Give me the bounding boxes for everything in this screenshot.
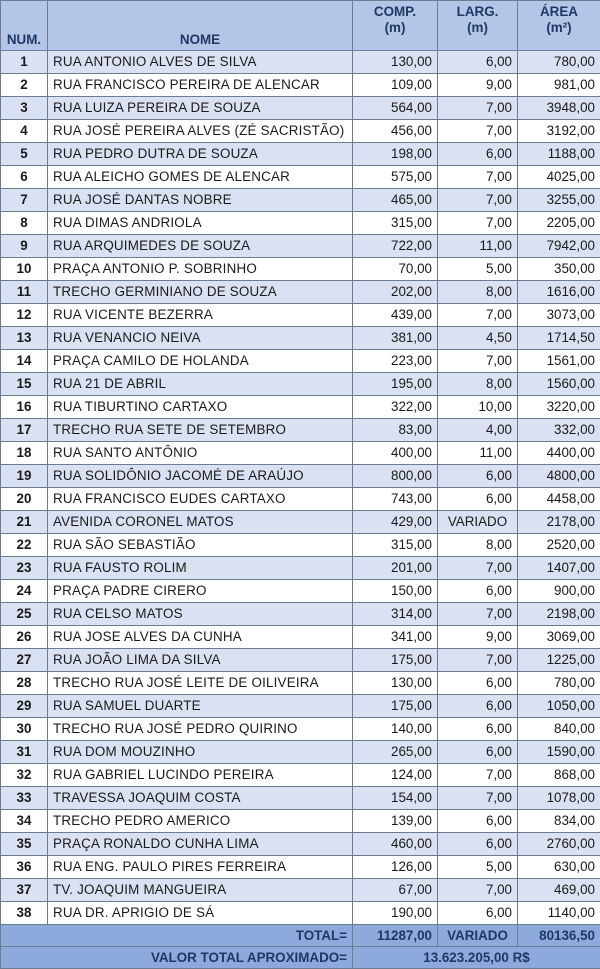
row-comp: 564,00 (353, 97, 438, 120)
table-row (1, 419, 600, 442)
row-nome: RUA VENANCIO NEIVA (48, 327, 353, 350)
row-area: 3069,00 (518, 626, 600, 649)
row-comp: 456,00 (353, 120, 438, 143)
row-nome: RUA 21 DE ABRIL (48, 373, 353, 396)
row-num: 12 (1, 304, 48, 327)
row-num: 17 (1, 419, 48, 442)
row-larg: VARIADO (438, 511, 518, 534)
total-comp: 11287,00 (353, 925, 438, 947)
header-area (518, 1, 600, 51)
row-area: 1225,00 (518, 649, 600, 672)
row-comp: 198,00 (353, 143, 438, 166)
table-row (1, 718, 600, 741)
row-nome: TRECHO RUA JOSÉ LEITE DE OILIVEIRA (48, 672, 353, 695)
table-row (1, 189, 600, 212)
row-area: 2198,00 (518, 603, 600, 626)
row-nome: RUA ALEICHO GOMES DE ALENCAR (48, 166, 353, 189)
row-area: 3192,00 (518, 120, 600, 143)
row-comp: 195,00 (353, 373, 438, 396)
row-larg: 8,00 (438, 373, 518, 396)
total-larg: VARIADO (438, 925, 518, 947)
table-row (1, 212, 600, 235)
row-larg: 6,00 (438, 465, 518, 488)
row-comp: 575,00 (353, 166, 438, 189)
row-larg: 7,00 (438, 212, 518, 235)
row-nome: RUA TIBURTINO CARTAXO (48, 396, 353, 419)
header-comp-unit: (m) (385, 20, 406, 35)
row-larg: 7,00 (438, 787, 518, 810)
header-area-unit: (m²) (546, 20, 571, 35)
row-area: 1140,00 (518, 902, 600, 925)
row-nome: RUA SANTO ANTÔNIO (48, 442, 353, 465)
row-area: 1561,00 (518, 350, 600, 373)
row-nome: PRAÇA CAMILO DE HOLANDA (48, 350, 353, 373)
row-larg: 11,00 (438, 235, 518, 258)
row-larg: 7,00 (438, 166, 518, 189)
row-larg: 9,00 (438, 626, 518, 649)
row-larg: 6,00 (438, 833, 518, 856)
table-row (1, 856, 600, 879)
total-label: TOTAL= (1, 925, 353, 947)
row-comp: 800,00 (353, 465, 438, 488)
row-num: 23 (1, 557, 48, 580)
table-row (1, 672, 600, 695)
row-area: 1616,00 (518, 281, 600, 304)
table-row (1, 879, 600, 902)
row-num: 24 (1, 580, 48, 603)
row-num: 38 (1, 902, 48, 925)
row-nome: TRAVESSA JOAQUIM COSTA (48, 787, 353, 810)
row-num: 18 (1, 442, 48, 465)
row-nome: RUA SÃO SEBASTIÃO (48, 534, 353, 557)
row-area: 630,00 (518, 856, 600, 879)
row-num: 7 (1, 189, 48, 212)
row-comp: 140,00 (353, 718, 438, 741)
header-larg-unit: (m) (467, 20, 488, 35)
row-larg: 7,00 (438, 557, 518, 580)
row-nome: RUA ANTONIO ALVES DE SILVA (48, 51, 353, 74)
row-num: 30 (1, 718, 48, 741)
row-area: 3948,00 (518, 97, 600, 120)
row-num: 21 (1, 511, 48, 534)
table-row (1, 120, 600, 143)
row-num: 37 (1, 879, 48, 902)
row-larg: 6,00 (438, 902, 518, 925)
row-nome: RUA DR. APRIGIO DE SÁ (48, 902, 353, 925)
row-larg: 6,00 (438, 695, 518, 718)
row-nome: RUA GABRIEL LUCINDO PEREIRA (48, 764, 353, 787)
row-area: 868,00 (518, 764, 600, 787)
row-nome: TRECHO RUA SETE DE SETEMBRO (48, 419, 353, 442)
row-area: 4025,00 (518, 166, 600, 189)
row-area: 7942,00 (518, 235, 600, 258)
row-comp: 743,00 (353, 488, 438, 511)
row-larg: 6,00 (438, 51, 518, 74)
row-larg: 11,00 (438, 442, 518, 465)
table-row (1, 649, 600, 672)
row-area: 1590,00 (518, 741, 600, 764)
row-num: 20 (1, 488, 48, 511)
row-larg: 10,00 (438, 396, 518, 419)
row-larg: 7,00 (438, 764, 518, 787)
row-area: 900,00 (518, 580, 600, 603)
table-row (1, 787, 600, 810)
row-num: 33 (1, 787, 48, 810)
row-larg: 4,50 (438, 327, 518, 350)
row-comp: 381,00 (353, 327, 438, 350)
row-larg: 6,00 (438, 580, 518, 603)
table-row (1, 396, 600, 419)
row-nome: RUA FRANCISCO EUDES CARTAXO (48, 488, 353, 511)
row-comp: 175,00 (353, 695, 438, 718)
table-row (1, 51, 600, 74)
row-area: 2178,00 (518, 511, 600, 534)
row-area: 780,00 (518, 51, 600, 74)
header-larg-label: LARG. (457, 4, 499, 19)
table-row (1, 603, 600, 626)
row-comp: 465,00 (353, 189, 438, 212)
row-num: 5 (1, 143, 48, 166)
row-larg: 6,00 (438, 488, 518, 511)
total-row (1, 925, 600, 947)
row-nome: TRECHO GERMINIANO DE SOUZA (48, 281, 353, 304)
row-nome: RUA SOLIDÔNIO JACOMÉ DE ARAÚJO (48, 465, 353, 488)
table-row (1, 764, 600, 787)
table-row (1, 626, 600, 649)
row-larg: 6,00 (438, 718, 518, 741)
row-nome: RUA JOÃO LIMA DA SILVA (48, 649, 353, 672)
row-larg: 6,00 (438, 143, 518, 166)
row-comp: 429,00 (353, 511, 438, 534)
table-row (1, 465, 600, 488)
table-row (1, 166, 600, 189)
table-row (1, 235, 600, 258)
table-row (1, 373, 600, 396)
row-larg: 7,00 (438, 879, 518, 902)
row-nome: TRECHO RUA JOSÉ PEDRO QUIRINO (48, 718, 353, 741)
row-num: 6 (1, 166, 48, 189)
row-area: 1714,50 (518, 327, 600, 350)
row-larg: 7,00 (438, 649, 518, 672)
row-comp: 460,00 (353, 833, 438, 856)
row-nome: RUA SAMUEL DUARTE (48, 695, 353, 718)
table-row (1, 557, 600, 580)
row-area: 1560,00 (518, 373, 600, 396)
row-num: 10 (1, 258, 48, 281)
row-num: 32 (1, 764, 48, 787)
table-row (1, 810, 600, 833)
row-larg: 7,00 (438, 97, 518, 120)
row-num: 3 (1, 97, 48, 120)
row-area: 3220,00 (518, 396, 600, 419)
row-larg: 6,00 (438, 672, 518, 695)
row-comp: 175,00 (353, 649, 438, 672)
header-row (1, 1, 600, 51)
header-area-label: ÁREA (540, 4, 578, 19)
row-nome: PRAÇA RONALDO CUNHA LIMA (48, 833, 353, 856)
row-larg: 7,00 (438, 350, 518, 373)
row-comp: 126,00 (353, 856, 438, 879)
row-num: 19 (1, 465, 48, 488)
row-nome: PRAÇA ANTONIO P. SOBRINHO (48, 258, 353, 281)
row-larg: 5,00 (438, 258, 518, 281)
table-row (1, 281, 600, 304)
table-row (1, 741, 600, 764)
row-num: 9 (1, 235, 48, 258)
table-row (1, 97, 600, 120)
row-comp: 315,00 (353, 212, 438, 235)
row-comp: 400,00 (353, 442, 438, 465)
row-num: 28 (1, 672, 48, 695)
row-comp: 223,00 (353, 350, 438, 373)
row-larg: 4,00 (438, 419, 518, 442)
row-area: 3255,00 (518, 189, 600, 212)
row-comp: 130,00 (353, 51, 438, 74)
row-area: 3073,00 (518, 304, 600, 327)
row-comp: 139,00 (353, 810, 438, 833)
row-comp: 265,00 (353, 741, 438, 764)
row-num: 14 (1, 350, 48, 373)
table-row (1, 534, 600, 557)
header-num: NUM. (1, 1, 48, 51)
row-area: 332,00 (518, 419, 600, 442)
row-nome: RUA LUIZA PEREIRA DE SOUZA (48, 97, 353, 120)
row-num: 1 (1, 51, 48, 74)
row-nome: RUA DIMAS ANDRIOLA (48, 212, 353, 235)
row-larg: 7,00 (438, 120, 518, 143)
row-comp: 154,00 (353, 787, 438, 810)
row-area: 981,00 (518, 74, 600, 97)
row-area: 2760,00 (518, 833, 600, 856)
header-larg (438, 1, 518, 51)
row-area: 469,00 (518, 879, 600, 902)
row-area: 1078,00 (518, 787, 600, 810)
row-comp: 341,00 (353, 626, 438, 649)
row-comp: 190,00 (353, 902, 438, 925)
row-nome: AVENIDA CORONEL MATOS (48, 511, 353, 534)
row-nome: RUA FRANCISCO PEREIRA DE ALENCAR (48, 74, 353, 97)
header-comp-label: COMP. (374, 4, 416, 19)
row-num: 8 (1, 212, 48, 235)
row-comp: 201,00 (353, 557, 438, 580)
table-row (1, 580, 600, 603)
row-num: 4 (1, 120, 48, 143)
row-comp: 130,00 (353, 672, 438, 695)
row-num: 25 (1, 603, 48, 626)
row-area: 4400,00 (518, 442, 600, 465)
table-row (1, 350, 600, 373)
table-row (1, 304, 600, 327)
row-nome: PRAÇA PADRE CIRERO (48, 580, 353, 603)
row-comp: 202,00 (353, 281, 438, 304)
row-num: 13 (1, 327, 48, 350)
table-row (1, 833, 600, 856)
row-area: 2205,00 (518, 212, 600, 235)
row-comp: 314,00 (353, 603, 438, 626)
row-num: 16 (1, 396, 48, 419)
row-comp: 439,00 (353, 304, 438, 327)
row-num: 36 (1, 856, 48, 879)
row-area: 834,00 (518, 810, 600, 833)
row-nome: RUA JOSÉ DANTAS NOBRE (48, 189, 353, 212)
row-comp: 722,00 (353, 235, 438, 258)
row-num: 11 (1, 281, 48, 304)
row-nome: TV. JOAQUIM MANGUEIRA (48, 879, 353, 902)
valor-total-value: 13.623.205,00 R$ (353, 947, 600, 969)
row-nome: RUA JOSÉ PEREIRA ALVES (ZÉ SACRISTÃO) (48, 120, 353, 143)
row-num: 29 (1, 695, 48, 718)
row-comp: 83,00 (353, 419, 438, 442)
row-larg: 9,00 (438, 74, 518, 97)
table-row (1, 442, 600, 465)
row-area: 840,00 (518, 718, 600, 741)
row-larg: 7,00 (438, 603, 518, 626)
row-num: 27 (1, 649, 48, 672)
row-comp: 322,00 (353, 396, 438, 419)
row-larg: 6,00 (438, 810, 518, 833)
row-num: 26 (1, 626, 48, 649)
row-nome: RUA ARQUIMEDES DE SOUZA (48, 235, 353, 258)
valor-total-label: VALOR TOTAL APROXIMADO= (1, 947, 353, 969)
row-nome: RUA VICENTE BEZERRA (48, 304, 353, 327)
table-row (1, 695, 600, 718)
table-row (1, 327, 600, 350)
row-area: 4458,00 (518, 488, 600, 511)
row-area: 780,00 (518, 672, 600, 695)
row-larg: 7,00 (438, 189, 518, 212)
row-nome: TRECHO PEDRO AMERICO (48, 810, 353, 833)
row-nome: RUA JOSE ALVES DA CUNHA (48, 626, 353, 649)
header-nome: NOME (48, 1, 353, 51)
row-nome: RUA DOM MOUZINHO (48, 741, 353, 764)
row-area: 1050,00 (518, 695, 600, 718)
row-larg: 8,00 (438, 281, 518, 304)
table-row (1, 902, 600, 925)
row-num: 31 (1, 741, 48, 764)
table-row (1, 258, 600, 281)
row-comp: 150,00 (353, 580, 438, 603)
row-area: 2520,00 (518, 534, 600, 557)
total-area: 80136,50 (518, 925, 600, 947)
table-row (1, 143, 600, 166)
row-area: 1188,00 (518, 143, 600, 166)
row-nome: RUA CELSO MATOS (48, 603, 353, 626)
row-larg: 6,00 (438, 741, 518, 764)
row-nome: RUA PEDRO DUTRA DE SOUZA (48, 143, 353, 166)
row-comp: 109,00 (353, 74, 438, 97)
table-row (1, 511, 600, 534)
row-larg: 5,00 (438, 856, 518, 879)
row-num: 34 (1, 810, 48, 833)
row-area: 350,00 (518, 258, 600, 281)
row-larg: 8,00 (438, 534, 518, 557)
row-nome: RUA FAUSTO ROLIM (48, 557, 353, 580)
row-comp: 124,00 (353, 764, 438, 787)
row-comp: 67,00 (353, 879, 438, 902)
row-nome: RUA ENG. PAULO PIRES FERREIRA (48, 856, 353, 879)
row-num: 22 (1, 534, 48, 557)
row-area: 4800,00 (518, 465, 600, 488)
row-num: 2 (1, 74, 48, 97)
row-comp: 70,00 (353, 258, 438, 281)
valor-total-row (1, 947, 600, 969)
row-num: 15 (1, 373, 48, 396)
row-num: 35 (1, 833, 48, 856)
table-row (1, 74, 600, 97)
table-row (1, 488, 600, 511)
row-comp: 315,00 (353, 534, 438, 557)
row-larg: 7,00 (438, 304, 518, 327)
row-area: 1407,00 (518, 557, 600, 580)
header-comp (353, 1, 438, 51)
